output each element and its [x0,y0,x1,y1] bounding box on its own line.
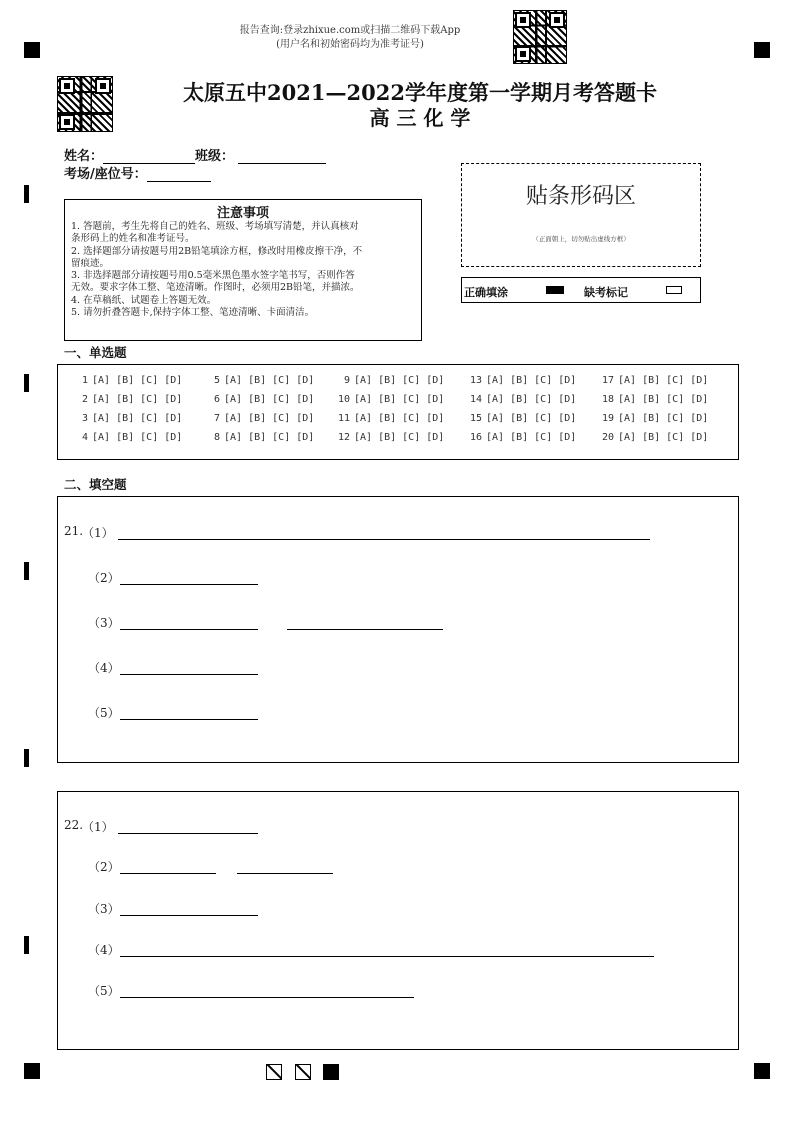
subject-title: 高 三 化 学 [369,106,471,130]
mc-question-20[interactable] [598,432,708,443]
notice-line: 2. 选择题部分请按题号用2B铅笔填涂方框，修改时用橡皮擦干净，不 [71,245,363,257]
q21-number: 21. [64,524,84,538]
side-mark [24,936,29,954]
mc-options[interactable]: [A] [B] [C] [D] [224,375,315,386]
q21-2-answer-line[interactable] [120,584,258,585]
mc-question-16[interactable] [466,432,576,443]
q22-1-answer-line[interactable] [118,833,258,834]
side-mark [24,374,29,392]
mc-question-number: 13 [469,375,482,386]
mc-options[interactable]: [A] [B] [C] [D] [354,432,445,443]
barcode-title: 贴条形码区 [525,184,636,209]
mc-question-9[interactable] [334,375,444,386]
mc-options[interactable]: [A] [B] [C] [D] [486,375,577,386]
mc-question-number: 3 [81,413,88,424]
q21-4-answer-line[interactable] [120,674,258,675]
side-mark [24,562,29,580]
notice-text [65,221,421,319]
mc-question-11[interactable] [334,413,444,424]
q22-part-label: （5） [88,984,120,998]
card-title: 太原五中2021—2022学年度第一学期月考答题卡 [183,80,657,105]
mc-question-1[interactable] [72,375,182,386]
side-mark [24,749,29,767]
q22-box [57,791,739,1050]
mc-question-number: 16 [469,432,482,443]
mc-question-12[interactable] [334,432,444,443]
mc-question-number: 5 [213,375,220,386]
notice-line: 无效。要求字体工整、笔迹清晰。作图时，必须用2B铅笔，并描浓。 [71,282,360,294]
mc-options[interactable]: [A] [B] [C] [D] [354,413,445,424]
corner-mark-top-left [24,42,40,58]
mc-options[interactable]: [A] [B] [C] [D] [618,413,709,424]
q21-part-label: （2） [88,571,120,585]
mc-question-number: 9 [343,375,350,386]
q21-part-label: （4） [88,661,120,675]
mc-options[interactable]: [A] [B] [C] [D] [486,432,577,443]
mc-question-number: 18 [601,394,614,405]
page-mark-box-filled [323,1064,339,1080]
mc-question-number: 14 [469,394,482,405]
mc-question-10[interactable] [334,394,444,405]
section1-title: 一、单选题 [64,345,127,360]
barcode-note: （正面朝上，切勿贴出虚线方框） [532,235,630,243]
q22-5-answer-line[interactable] [120,997,414,998]
student-name-row [64,145,326,164]
mc-question-number: 2 [81,394,88,405]
corner-mark-top-right [754,42,770,58]
mc-question-number: 12 [337,432,350,443]
q22-part-label: （1） [82,820,114,834]
mc-options[interactable]: [A] [B] [C] [D] [618,432,709,443]
qr-code-left[interactable] [57,76,113,132]
q21-part-label: （1） [82,526,114,540]
mc-question-19[interactable] [598,413,708,424]
q22-part-label: （3） [88,902,120,916]
mc-question-8[interactable] [204,432,314,443]
q21-part-label: （3） [88,616,120,630]
absent-mark-label: 缺考标记 [584,286,628,299]
q22-3-answer-line[interactable] [120,915,258,916]
absent-mark-box[interactable] [666,286,682,294]
q22-part-label: （4） [88,943,120,957]
mc-options[interactable]: [A] [B] [C] [D] [92,394,183,405]
mc-options[interactable]: [A] [B] [C] [D] [618,375,709,386]
mc-question-5[interactable] [204,375,314,386]
notice-line: 5. 请勿折叠答题卡,保持字体工整、笔迹清晰、卡面清洁。 [71,307,315,319]
mc-question-number: 20 [601,432,614,443]
mc-question-14[interactable] [466,394,576,405]
notice-line: 4. 在草稿纸、试题卷上答题无效。 [71,294,217,306]
notice-line: 1. 答题前，考生先将自己的姓名、班级、考场填写清楚，并认真核对 [71,221,359,232]
corner-mark-bottom-left [24,1063,40,1079]
mc-options[interactable]: [A] [B] [C] [D] [92,413,183,424]
class-field[interactable] [238,149,326,164]
room-seat-field[interactable] [147,167,211,182]
name-field[interactable] [103,149,195,164]
mc-options[interactable]: [A] [B] [C] [D] [354,394,445,405]
barcode-area[interactable] [461,163,701,267]
q21-3a-answer-line[interactable] [120,629,258,630]
mc-question-number: 11 [337,413,350,424]
q22-part-label: （2） [88,860,120,874]
multiple-choice-box [57,364,739,460]
mc-options[interactable]: [A] [B] [C] [D] [92,375,183,386]
q21-part-label: （5） [88,706,120,720]
mc-question-number: 10 [337,394,350,405]
mc-question-15[interactable] [466,413,576,424]
correct-fill-sample [546,286,564,294]
name-label: 姓名： [64,149,104,164]
room-seat-row [64,163,211,182]
page-mark-box [266,1064,282,1080]
mc-question-number: 15 [469,413,482,424]
side-mark [24,185,29,203]
mc-question-number: 7 [213,413,220,424]
mc-question-number: 8 [213,432,220,443]
report-query-note [190,24,510,52]
q21-1-answer-line[interactable] [118,539,650,540]
mc-options[interactable]: [A] [B] [C] [D] [92,432,183,443]
mc-question-6[interactable] [204,394,314,405]
mc-question-number: 19 [601,413,614,424]
mc-options[interactable]: [A] [B] [C] [D] [224,394,315,405]
mc-question-17[interactable] [598,375,708,386]
mc-question-7[interactable] [204,413,314,424]
section2-title: 二、填空题 [64,477,127,492]
mc-question-number: 6 [213,394,220,405]
corner-mark-bottom-right [754,1063,770,1079]
qr-code-top[interactable] [513,10,567,64]
mc-options[interactable]: [A] [B] [C] [D] [618,394,709,405]
mc-question-18[interactable] [598,394,708,405]
q21-3b-answer-line[interactable] [287,629,443,630]
fill-legend [461,277,701,303]
notice-title: 注意事项 [216,206,269,221]
mc-question-3[interactable] [72,413,182,424]
class-label: 班级： [195,149,235,164]
q21-box [57,496,739,763]
notice-line: 留痕迹。 [71,257,110,269]
q22-2a-answer-line[interactable] [120,873,216,874]
mc-options[interactable]: [A] [B] [C] [D] [486,394,577,405]
mc-options[interactable]: [A] [B] [C] [D] [224,432,315,443]
q22-2b-answer-line[interactable] [237,873,333,874]
mc-question-2[interactable] [72,394,182,405]
query-line-1: 报告查询:登录zhixue.com或扫描二维码下载App [239,25,461,36]
correct-fill-label: 正确填涂 [464,286,508,299]
notice-line: 3. 非选择题部分请按题号用0.5毫米黑色墨水签字笔书写，否则作答 [71,270,355,282]
q22-4-answer-line[interactable] [120,956,654,957]
room-seat-label: 考场/座位号： [64,167,147,182]
notice-box [64,199,422,341]
mc-options[interactable]: [A] [B] [C] [D] [486,413,577,424]
page-mark-box [295,1064,311,1080]
query-line-2: (用户名和初始密码均为准考证号) [276,39,424,50]
mc-options[interactable]: [A] [B] [C] [D] [224,413,315,424]
mc-question-number: 17 [601,375,614,386]
mc-question-number: 4 [81,432,88,443]
mc-question-number: 1 [81,375,88,386]
mc-question-4[interactable] [72,432,182,443]
mc-options[interactable]: [A] [B] [C] [D] [354,375,445,386]
mc-question-13[interactable] [466,375,576,386]
notice-line: 条形码上的姓名和准考证号。 [71,233,195,245]
q21-5-answer-line[interactable] [120,719,258,720]
q22-number: 22. [64,818,84,832]
